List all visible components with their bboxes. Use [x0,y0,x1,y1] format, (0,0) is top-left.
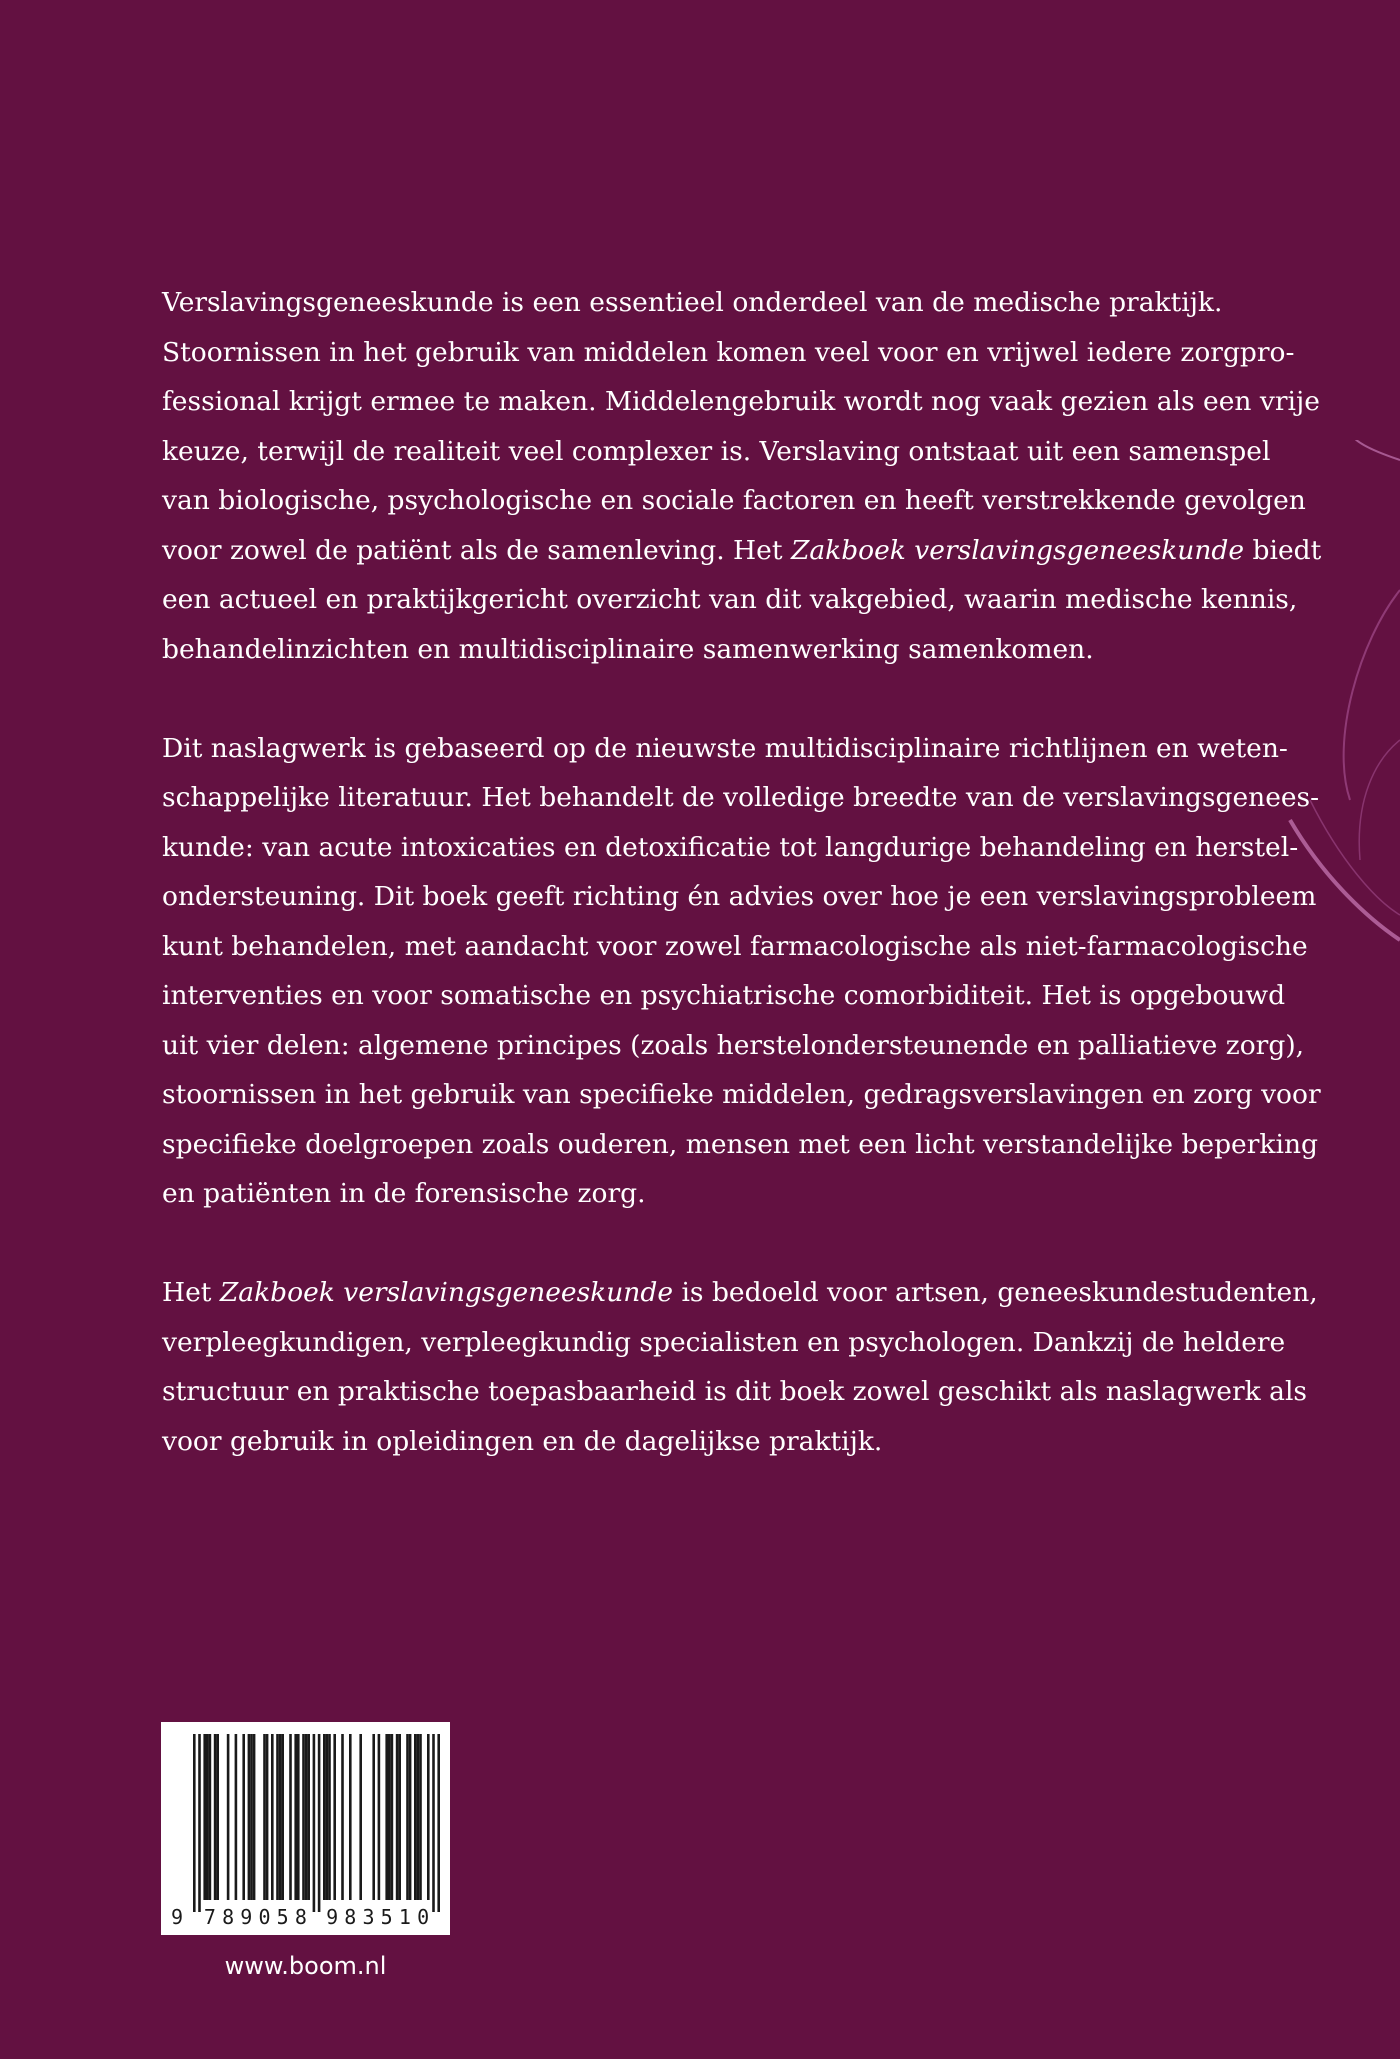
barcode-bar [385,1734,388,1900]
barcode-bar [437,1734,440,1912]
barcode-digit: 1 [398,1905,411,1929]
text-line [162,823,1299,873]
text-line [162,1367,1308,1417]
text-line [162,971,1286,1021]
text-segment: en patiënten in de forensische zorg. [162,1178,646,1209]
barcode-bar [396,1734,399,1900]
text-line [162,724,1288,774]
paragraph-3 [162,1268,1318,1466]
barcode-bar [198,1734,201,1912]
barcode-bar [307,1734,310,1900]
barcode-digit: 7 [203,1905,216,1929]
book-title: Zakboek verslavingsgeneeskunde [219,1277,674,1308]
text-segment: Dit naslagwerk is gebaseerd op de nieuwste multidisciplinaire richtlijnen en weten- [162,732,1288,764]
barcode-bar [279,1734,282,1900]
barcode-digit: 3 [362,1905,375,1929]
barcode-bar [263,1734,266,1900]
back-cover-text [162,278,1322,1466]
barcode-bar [388,1734,391,1900]
text-line [162,278,1270,328]
barcode-digit: 8 [344,1905,357,1929]
text-line [162,526,1322,576]
text-segment: keuze, terwijl de realiteit veel complexer is. Verslaving ontstaat uit een samenspel [162,435,1271,467]
barcode-bar [419,1734,422,1900]
book-title: Zakboek verslavingsgeneeskunde [790,534,1245,566]
barcode-bar [253,1734,256,1900]
barcode-bar [323,1734,326,1900]
barcode-bar [333,1734,336,1900]
text-line [162,1318,1286,1368]
text-segment: van biologische, psychologische en sociale factoren en heeft verstrekkende gevolgen [162,485,1306,516]
barcode-bar [289,1734,292,1900]
text-line [162,575,1298,625]
barcode-digit: 5 [276,1905,289,1929]
barcode-bar [297,1734,300,1900]
text-segment: kunde: van acute intoxicaties en detoxificatie tot langdurige behandeling en herstel- [162,831,1299,863]
barcode-bar [276,1734,279,1900]
barcode-bar [209,1734,212,1900]
barcode-bar [235,1734,238,1900]
text-segment: een actueel en praktijkgericht overzicht van dit vakgebied, waarin medische kennis, [162,584,1298,615]
barcode-digit: 9 [240,1905,253,1929]
barcode-bar [391,1734,394,1900]
text-line [162,1268,1318,1318]
barcode-digit: 9 [326,1905,339,1929]
barcode-bar [349,1734,352,1900]
barcode-bar [302,1734,305,1900]
publisher-website: www.boom.nl [224,1952,387,1980]
text-line [162,922,1308,972]
barcode [161,1722,450,1935]
text-line [162,476,1306,526]
text-segment: structuur en praktische toepasbaarheid is dit boek zowel geschikt als naslagwerk als [162,1376,1308,1407]
barcode-digit: 5 [380,1905,393,1929]
barcode-bar [427,1734,430,1900]
barcode-bar [359,1734,362,1900]
text-segment: schappelijke literatuur. Het behandelt de volledige breedte van de verslavingsgenees- [162,782,1320,813]
barcode-bar [372,1734,375,1900]
barcode-bar [214,1734,217,1900]
text-segment: voor gebruik in opleidingen en de dagelijkse praktijk. [162,1425,883,1457]
text-line [162,377,1320,427]
barcode-bar [414,1734,417,1900]
paragraph-2 [162,724,1321,1219]
text-line [162,1417,1270,1467]
text-segment: interventies en voor somatische en psychiatrische comorbiditeit. Het is opgebouwd [162,980,1286,1011]
barcode-bar [305,1734,308,1900]
text-line [162,328,1295,378]
text-segment: biedt [1244,534,1322,566]
barcode-graphic [161,1722,450,1935]
text-segment: verpleegkundigen, verpleegkundig specialisten en psychologen. Dankzij de heldere [162,1326,1286,1358]
barcode-bar [266,1734,269,1900]
barcode-digit: 8 [222,1905,235,1929]
text-line [162,625,1270,675]
barcode-bar [203,1734,206,1900]
text-segment: voor zowel de patiënt als de samenleving. Het [162,534,791,566]
barcode-bar [406,1734,409,1900]
barcode-bar [206,1734,209,1900]
barcode-bar [328,1734,331,1900]
text-line [162,1070,1321,1120]
barcode-digit: 9 [170,1905,184,1929]
barcode-bar [409,1734,412,1900]
barcode-bar [417,1734,420,1900]
text-segment: kunt behandelen, met aandacht voor zowel farmacologische als niet-farmacologische [162,930,1308,962]
barcode-bar [294,1734,297,1900]
barcode-bar [378,1734,381,1900]
barcode-bar [242,1734,245,1900]
text-segment: behandelinzichten en multidisciplinaire samenwerking samenkomen. [162,633,1094,665]
barcode-bar [432,1734,435,1912]
text-segment: ondersteuning. Dit boek geeft richting én advies over hoe je een verslavingsprobleem [162,881,1317,912]
barcode-digit: 0 [417,1905,430,1929]
text-line [162,872,1317,922]
text-line [162,1021,1305,1071]
barcode-digit: 8 [294,1905,307,1929]
text-segment: specifieke doelgroepen zoals ouderen, mensen met een licht verstandelijke beperking [162,1128,1318,1160]
text-line [162,427,1270,477]
text-segment: Stoornissen in het gebruik van middelen komen veel voor en vrijwel iedere zorgpro- [162,336,1295,368]
barcode-bar [193,1734,196,1912]
barcode-bar [398,1734,401,1900]
barcode-bar [271,1734,274,1900]
paragraph-1 [162,278,1322,674]
barcode-bar [216,1734,219,1900]
barcode-bar [250,1734,253,1900]
text-segment: fessional krijgt ermee te maken. Middelengebruik wordt nog vaak gezien als een vrije [162,386,1320,417]
text-segment: is bedoeld voor artsen, geneeskundestudenten, [673,1277,1318,1308]
barcode-bar [341,1734,344,1900]
barcode-bar [313,1734,316,1912]
barcode-bar [227,1734,230,1900]
text-line [162,1169,1270,1219]
text-segment: Verslavingsgeneeskunde is een essentieel onderdeel van de medische praktijk. [162,287,1223,318]
text-line [162,1120,1318,1170]
barcode-bar [281,1734,284,1900]
barcode-digit: 0 [258,1905,271,1929]
text-segment: Het [162,1277,220,1308]
barcode-bar [248,1734,251,1900]
barcode-bar [326,1734,329,1900]
text-line [162,773,1320,823]
barcode-bar [318,1734,321,1912]
text-segment: stoornissen in het gebruik van specifieke middelen, gedragsverslavingen en zorg voor [162,1079,1321,1110]
text-segment: uit vier delen: algemene principes (zoals herstelondersteunende en palliatieve zorg), [162,1029,1305,1061]
